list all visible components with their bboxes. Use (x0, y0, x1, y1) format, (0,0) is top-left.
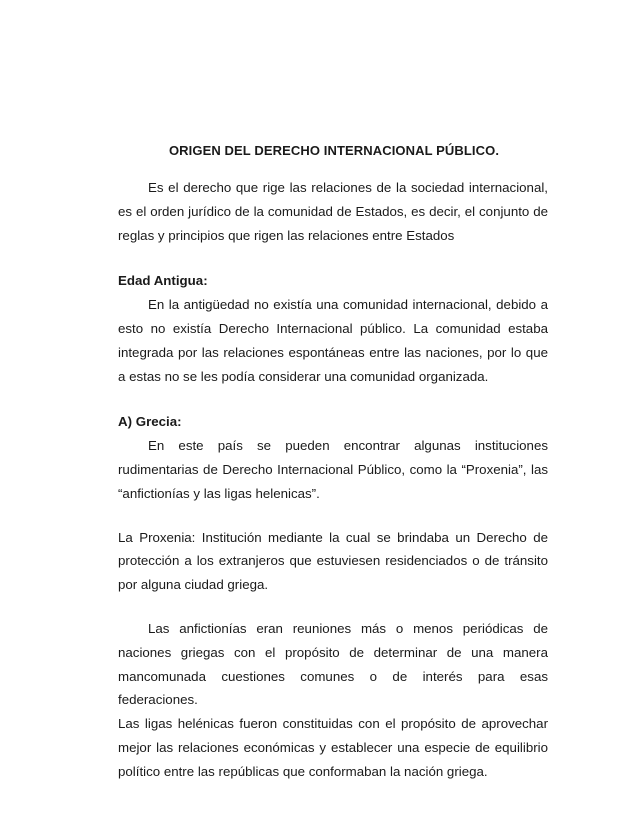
document-page (118, 139, 548, 784)
grecia-paragraph: En este país se pueden encontrar algunas instituciones rudimentarias de Derecho Internacional Público, como la “Proxenia”, las “anfictionías y las ligas helenicas”. (118, 438, 548, 501)
edad-antigua-paragraph: En la antigüedad no existía una comunidad internacional, debido a esto no existía Derecho Internacional público. La comunidad estaba integrada por las relaciones espontáneas entre las naciones, por lo que a estas no se les podía considerar una comunidad organizada. (118, 297, 548, 384)
intro-paragraph: Es el derecho que rige las relaciones de la sociedad internacional, es el orden jurídico de la comunidad de Estados, es decir, el conjunto de reglas y principios que rigen las relaciones entre Estados (118, 180, 548, 243)
anfictionias-paragraph: Las anfictionías eran reuniones más o menos periódicas de naciones griegas con el propósito de determinar de una manera mancomunada cuestiones comunes o de interés para esas federaciones. (118, 620, 548, 708)
document-title: ORIGEN DEL DERECHO INTERNACIONAL PÚBLICO. (168, 143, 500, 158)
ligas-helenicas-paragraph: Las ligas helénicas fueron constituidas con el propósito de aprovechar mejor las relaciones económicas y establecer una especie de equilibrio político entre las repúblicas que conformaban la nación griega. (118, 716, 548, 779)
proxenia-paragraph: La Proxenia: Institución mediante la cual se brindaba un Derecho de protección a los extranjeros que estuviesen residenciados o de tránsito por alguna ciudad griega. (118, 529, 548, 593)
section-heading-grecia: A) Grecia: (118, 414, 182, 430)
section-heading-edad-antigua: Edad Antigua: (118, 273, 208, 289)
